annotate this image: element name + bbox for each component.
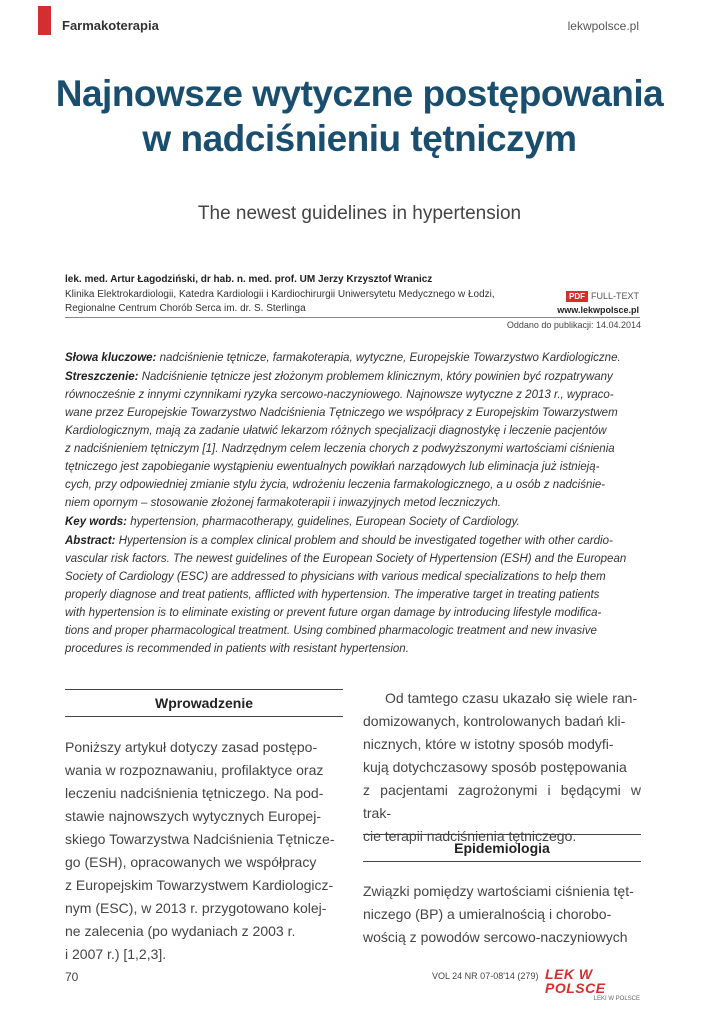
right-line: z pacjentami zagrożonymi i będącymi w trak-: [363, 782, 641, 821]
fulltext-text: FULL-TEXT: [591, 291, 640, 301]
abstract-pl-line: niem opornym – stosowanie złożonej farmakoterapii i inwazyjnych metod leczniczych.: [65, 497, 501, 509]
right-line: domizowanych, kontrolowanych badań kli-: [363, 713, 626, 729]
abstract-pl-line: równocześnie z innymi czynnikami ryzyka sercowo-naczyniowego. Najnowsze wytyczne z 2013 r., wypraco-: [65, 389, 614, 401]
abstract-pl-line: Nadciśnienie tętnicze jest złożonym problemem klinicznym, który powinien być rozpatrywany: [141, 371, 613, 383]
section-label: Farmakoterapia: [62, 18, 159, 33]
keywords-pl-text: nadciśnienie tętnicze, farmakoterapia, wytyczne, Europejskie Towarzystwo Kardiologiczne.: [159, 352, 621, 364]
affiliation-line-1: Klinika Elektrokardiologii, Katedra Kardiologii i Kardiochirurgii Uniwersytetu Medycznego w Łodzi,: [65, 289, 495, 300]
abstract-en-line: properly diagnose and treat patients, afflicted with hypertension. The imperative target in treating patients: [65, 589, 600, 601]
epidemiology-paragraph: [363, 880, 641, 949]
abstract-en-line: with hypertension is to eliminate existing or prevent future organ damage by introducing lifestyle modifica-: [65, 607, 602, 619]
magazine-logo: [545, 967, 640, 1002]
logo-subtext: LEKI W POLSCE: [593, 996, 640, 1002]
intro-line: wania w rozpoznawaniu, profilaktyce oraz: [65, 762, 324, 778]
intro-line: ne zalecenia (po wydaniach z 2003 r.: [65, 923, 296, 939]
abstract-en: [65, 532, 641, 658]
intro-line: z Europejskim Towarzystwem Kardiologicz-: [65, 877, 334, 893]
intro-line: skiego Towarzystwa Nadciśnienia Tętnicze-: [65, 831, 335, 847]
title-line-2: w nadciśnieniu tętniczym: [142, 118, 577, 159]
keywords-en: [65, 513, 641, 531]
abstract-en-line: tions and proper pharmacological treatment. Using combined pharmacologic treatment and new invasive: [65, 625, 597, 637]
abstract-en-line: Hypertension is a complex clinical problem and should be investigated together with other cardio-: [118, 535, 613, 547]
article-title: [0, 71, 719, 161]
abstract-en-line: vascular risk factors. The newest guidelines of the European Society of Hypertension (ESH) and the European: [65, 553, 627, 565]
title-line-1: Najnowsze wytyczne postępowania: [55, 73, 664, 114]
site-url[interactable]: lekwpolsce.pl: [567, 19, 639, 33]
abstract-pl-line: Kardiologicznym, mają za zadanie ułatwić lekarzom różnych specjalizacji diagnostykę i leczenie pacjentów: [65, 425, 607, 437]
affiliation: [65, 288, 525, 316]
fulltext-url[interactable]: www.lekwpolsce.pl: [557, 305, 639, 315]
keywords-en-label: Key words:: [65, 516, 127, 528]
abstract-pl-line: tętniczego jest zapobieganie wystąpieniu ewentualnych powikłań narządowych lub eliminacja już istnieją-: [65, 461, 600, 473]
pdf-badge: PDF: [566, 291, 588, 302]
abstract-pl: [65, 368, 641, 512]
intro-line: stawie najnowszych wytycznych Europej-: [65, 808, 321, 824]
intro-paragraph: [65, 736, 343, 966]
authors: lek. med. Artur Łagodziński, dr hab. n. med. prof. UM Jerzy Krzysztof Wranicz: [65, 274, 433, 285]
right-line: cie terapii nadciśnienia tętniczego.: [363, 828, 577, 844]
volume-info: VOL 24 NR 07-08'14 (279): [432, 971, 539, 981]
abstract-en-label: Abstract:: [65, 535, 116, 547]
abstract-pl-label: Streszczenie:: [65, 371, 139, 383]
section-color-bar: [38, 6, 51, 35]
fulltext-label[interactable]: [566, 291, 639, 302]
abstract-pl-line: cych, przy odpowiedniej zmianie stylu życia, wdrożeniu leczenia farmakologicznego, a u osób z nadciśnie-: [65, 479, 606, 491]
intro-line: go (ESH), opracowanych we współpracy: [65, 854, 317, 870]
right-line: nicznych, które w istotny sposób modyfi-: [363, 736, 614, 752]
affiliation-line-2: Regionalne Centrum Chorób Serca im. dr. S. Sterlinga: [65, 303, 306, 314]
abstract-en-line: Society of Cardiology (ESC) are addressed to physicians with various medical specializations to help them: [65, 571, 606, 583]
right-paragraph: [363, 687, 641, 848]
section-heading-intro: Wprowadzenie: [65, 689, 343, 717]
keywords-en-text: hypertension, pharmacotherapy, guidelines, European Society of Cardiology.: [130, 516, 520, 528]
section-heading-epidemiology: Epidemiologia: [363, 834, 641, 862]
article-subtitle: The newest guidelines in hypertension: [197, 203, 522, 224]
abstract-en-line: procedures is recommended in patients with resistant hypertension.: [65, 643, 409, 655]
intro-line: i 2007 r.) [1,2,3].: [65, 946, 167, 962]
publication-date: Oddano do publikacji: 14.04.2014: [506, 320, 641, 330]
intro-line: nym (ESC), w 2013 r. przygotowano kolej-: [65, 900, 327, 916]
intro-line: Poniższy artykuł dotyczy zasad postępo-: [65, 739, 318, 755]
keywords-pl-label: Słowa kluczowe:: [65, 352, 157, 364]
divider: [65, 317, 640, 318]
epi-line: niczego (BP) a umieralnością i chorobo-: [363, 906, 612, 922]
page-number: 70: [65, 970, 79, 984]
abstract-pl-line: wane przez Europejskie Towarzystwo Nadciśnienia Tętniczego we współpracy z Europejskim Towarzystwem: [65, 407, 618, 419]
logo-text: LEK W POLSCE: [545, 966, 606, 996]
epi-line: wością z powodów sercowo-naczyniowych: [363, 929, 628, 945]
abstract-pl-line: z nadciśnieniem tętniczym [1]. Nadrzędnym celem leczenia chorych z podwyższonymi wartościami ciśnienia: [65, 443, 615, 455]
keywords-pl: [65, 349, 641, 367]
right-line: Od tamtego czasu ukazało się wiele ran-: [385, 690, 638, 706]
right-line: kują dotychczasowy sposób postępowania: [363, 759, 627, 775]
intro-line: leczeniu nadciśnienia tętniczego. Na pod-: [65, 785, 324, 801]
epi-line: Związki pomiędzy wartościami ciśnienia tęt-: [363, 883, 634, 899]
